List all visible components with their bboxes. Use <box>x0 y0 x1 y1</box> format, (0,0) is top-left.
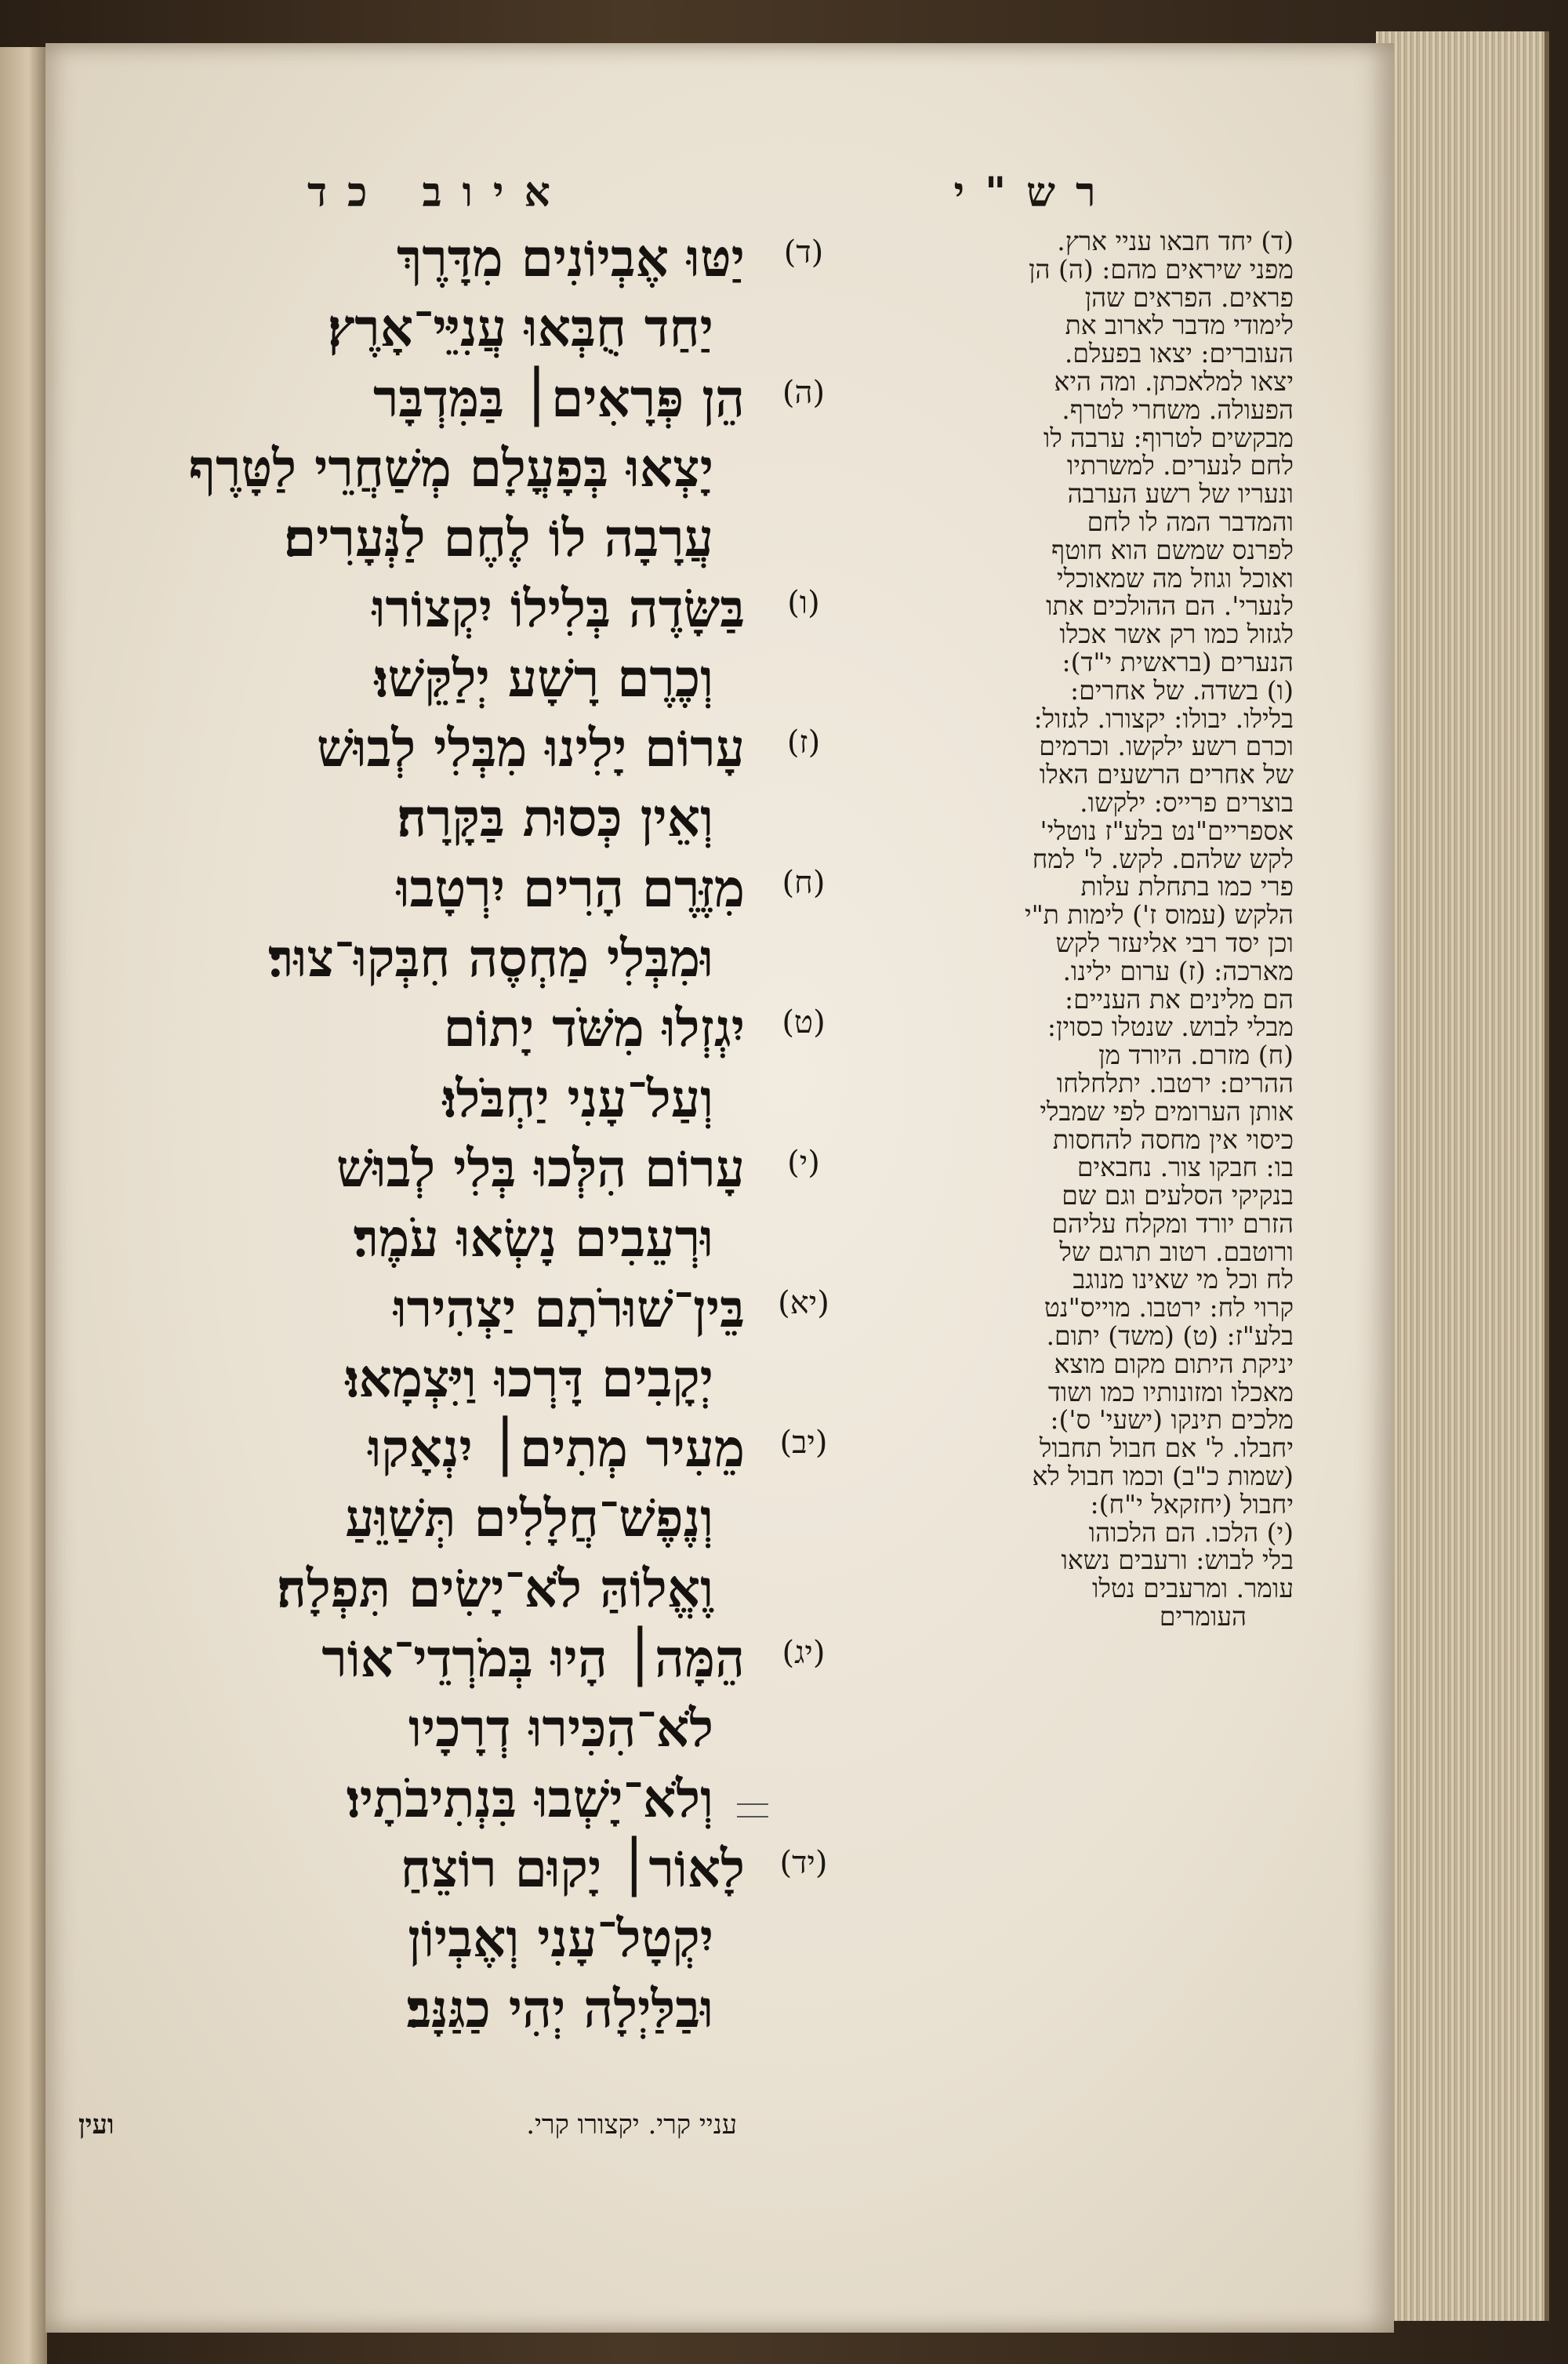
footnote-qere: עניי קרי. יקצורו קרי. <box>526 2109 737 2141</box>
rashi-line: יחבלו. ל' אם חבול תחבול <box>1039 1434 1294 1463</box>
rashi-line: בלי לבוש: ורעבים נשאו <box>1061 1546 1294 1575</box>
rashi-line: הזרם יורד ומקלח עליהם <box>1051 1209 1294 1238</box>
rashi-line: עומר. ומרעבים נטלו <box>1092 1574 1294 1603</box>
rashi-line: הם מלינים את העניים: <box>1064 985 1294 1014</box>
rashi-line: לימודי מדבר לארוב את <box>1065 311 1294 340</box>
rashi-line: הנערים (בראשית י"ד): <box>1062 648 1294 677</box>
verse-line: וּמִבְּלִי מַחְסֶה חִבְּקוּ־צוּר׃ <box>268 928 713 989</box>
rashi-line: מלכים תינקו (ישעי' ס'): <box>1050 1406 1294 1435</box>
rashi-line: (י) הלכו. הם הלכוהו <box>1088 1518 1294 1547</box>
verse-line: וֶאֱלוֹהַּ לֹא־יָשִׂים תִּפְלָה׃ <box>277 1557 713 1619</box>
verse-line: וְכֶרֶם רָשָׁע יְלַקֵּשׁוּ׃ <box>374 647 713 709</box>
verse-number: (ט) <box>782 1004 826 1041</box>
rashi-line: בלע"ז: (ט) (משד) יתום. <box>1046 1322 1294 1350</box>
rashi-line: לקש שלהם. לקש. ל' למח <box>1032 844 1294 873</box>
page-block-edges <box>1376 31 1549 2321</box>
rashi-line: לגזול כמו רק אשר אכלו <box>1059 620 1294 648</box>
verse-line: יְקָבִים דָּרְכוּ וַיִּצְמָאוּ׃ <box>345 1347 713 1409</box>
rashi-line: פרי כמו בתחלת עלות <box>1080 873 1294 902</box>
verse-line: וּרְעֵבִים נָשְׂאוּ עֹמֶר׃ <box>353 1207 713 1269</box>
rashi-line: אספריים"נט בלע"ז נוטלי' <box>1040 816 1294 845</box>
verse-line: לֹא־הִכִּירוּ דְרָכָיו <box>408 1698 713 1759</box>
margin-mark <box>737 1803 768 1817</box>
verse-line: הֵן פְּרָאִים׀ בַּמִּדְבָּר <box>373 367 745 429</box>
rashi-line: והמדבר המה לו לחם <box>1087 507 1294 536</box>
rashi-line: (ד) יחד חבאו עניי ארץ. <box>1057 227 1294 256</box>
rashi-line: בוצרים פרייס: ילקשו. <box>1080 788 1294 817</box>
rashi-line: פראים. הפראים שהן <box>1084 283 1294 312</box>
verse-line: עָרוֹם הִלְּכוּ בְּלִי לְבוּשׁ <box>336 1137 745 1199</box>
rashi-line: ואוכל וגוזל מה שמאוכלי <box>1056 564 1294 593</box>
verse-line: יַטּוּ אֶבְיוֹנִים מִדָּרֶךְ <box>396 227 745 289</box>
verse-line: הֵמָּה׀ הָיוּ בְּמֹרְדֵי־אוֹר <box>321 1628 745 1689</box>
verse-number: (ח) <box>782 864 826 901</box>
rashi-line: יניקת היתום מקום מוצא <box>1054 1349 1294 1378</box>
book-chapter-header: איוב כד <box>307 169 571 216</box>
verse-number: (יד) <box>779 1844 828 1881</box>
verse-line: עֲרָבָה לוֹ לֶחֶם לַנְּעָרִים׃ <box>284 507 713 569</box>
rashi-line: מבקשים לטרוף: ערבה לו <box>1043 423 1294 452</box>
rashi-line: ההרים: ירטבו. יתלחלחו <box>1056 1069 1294 1098</box>
verse-number: (יב) <box>779 1425 828 1462</box>
rashi-line: יצאו למלאכתן. ומה היא <box>1054 367 1294 396</box>
rashi-line: וכרם רשע ילקשו. וכרמים <box>1039 732 1294 761</box>
verse-line: יַחַד חֻבְּאוּ עֲנִיֵּי־אָרֶץ׃ <box>327 297 713 359</box>
rashi-line: מאכלו ומזונותיו כמו ושוד <box>1047 1378 1294 1407</box>
rashi-header: רש"י <box>953 169 1116 216</box>
rashi-line: לנערי'. הם ההולכים אתו <box>1046 592 1294 621</box>
verse-line: יָצְאוּ בְּפָעֳלָם מְשַׁחֲרֵי לַטָּרֶף <box>188 437 713 499</box>
rashi-line: בלילו. יבולו: יקצורו. לגזול: <box>1033 704 1294 733</box>
rashi-line: לח וכל מי שאינו מנוגב <box>1073 1266 1294 1295</box>
rashi-line: הלקש (עמוס ז') לימות ת"י <box>1024 901 1294 929</box>
rashi-line: אותן הערומים לפי שמבלי <box>1040 1097 1294 1126</box>
verse-line: וְלֹא־יָשְׁבוּ בִּנְתִיבֹתָיו׃ <box>346 1767 713 1829</box>
rashi-line: כיסוי אין מחסה להחסות <box>1052 1125 1294 1154</box>
rashi-line: מארכה: (ז) ערום ילינו. <box>1062 957 1294 986</box>
verse-line: עָרוֹם יָלִינוּ מִבְּלִי לְבוּשׁ <box>316 717 745 779</box>
rashi-line: קרוי לח: ירטבו. מוייס"נט <box>1044 1294 1294 1323</box>
rashi-line: הפעולה. משחרי לטרף. <box>1062 395 1294 424</box>
verse-number: (ז) <box>786 724 821 761</box>
verse-line: לָאוֹר׀ יָקוּם רוֹצֵחַ <box>400 1837 745 1899</box>
rashi-line: יחבול (יחזקאל י"ח): <box>1090 1490 1294 1519</box>
rashi-line: בנקיקי הסלעים וגם שם <box>1062 1182 1294 1210</box>
verse-number: (ה) <box>782 374 826 411</box>
rashi-line: (ו) בשדה. של אחרים: <box>1070 676 1294 705</box>
facing-page-edge <box>0 47 47 2364</box>
rashi-line: (ח) מזרם. היורד מן <box>1098 1041 1294 1069</box>
verse-number: (י) <box>787 1144 820 1181</box>
catchword: ועין <box>78 2109 114 2141</box>
rashi-line: לחם לנערים. למשרתיו <box>1066 452 1294 481</box>
verse-line: מֵעִיר מְתִים׀ יִנְאָקוּ <box>368 1418 745 1480</box>
rashi-line: מפני שיראים מהם: (ה) הן <box>1029 255 1294 284</box>
verse-line: וְנֶפֶשׁ־חֲלָלִים תְּשַׁוֵּעַ <box>345 1487 713 1549</box>
verse-line: מִזֶּרֶם הָרִים יִרְטָבוּ <box>396 857 745 919</box>
verse-number: (יא) <box>778 1284 829 1321</box>
verse-line: בַּשָּׂדֶה בְּלִילוֹ יִקְצוֹרוּ <box>372 577 745 639</box>
verse-line: וְאֵין כְּסוּת בַּקָּרָה׃ <box>397 787 713 849</box>
verse-line: בֵּין־שׁוּרֹתָם יַצְהִירוּ <box>393 1277 745 1339</box>
rashi-line: ונעריו של רשע הערבה <box>1067 480 1294 508</box>
rashi-line: לפרנס שמשם הוא חוטף <box>1051 536 1294 565</box>
rashi-line: וכן יסד רבי אליעזר לקש <box>1055 928 1294 957</box>
rashi-line: מבלי לבוש. שנטלו כסוין: <box>1047 1013 1294 1042</box>
rashi-line: של אחרים הרשעים האלו <box>1039 761 1294 789</box>
rashi-line: העוברים: יצאו בפעלם. <box>1064 340 1294 368</box>
verse-line: יִקְטָל־עָנִי וְאֶבְיוֹן <box>408 1908 713 1970</box>
verse-line: וּבַלַּיְלָה יְהִי כַגַּנָּב׃ <box>406 1977 713 2039</box>
rashi-line: העומרים <box>1159 1603 1247 1631</box>
rashi-commentary-column <box>855 227 1294 2109</box>
rashi-line: ורוטבם. רטוב תרגם של <box>1059 1237 1294 1266</box>
rashi-line: (שמות כ"ב) וכמו חבול לא <box>1032 1462 1294 1491</box>
verse-number: (ד) <box>783 234 824 271</box>
verse-line: יִגְזְלוּ מִשֹּׁד יָתוֹם <box>443 997 745 1059</box>
rashi-line: בו: חבקו צור. נחבאים <box>1076 1153 1294 1182</box>
verse-number: (יג) <box>782 1635 826 1671</box>
verse-number: (ו) <box>787 584 820 621</box>
verse-line: וְעַל־עָנִי יַחְבֹּלוּ׃ <box>442 1067 713 1129</box>
